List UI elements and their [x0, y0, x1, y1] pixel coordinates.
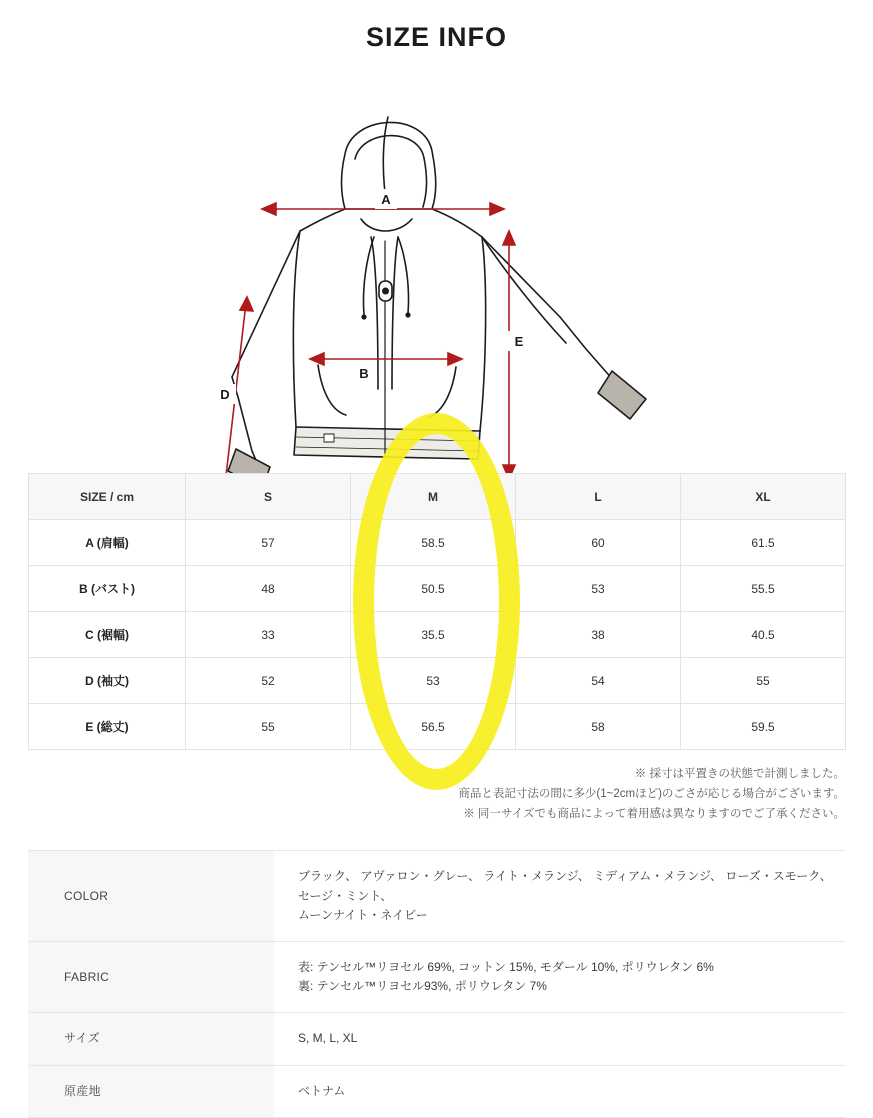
table-cell: 52	[186, 658, 351, 704]
table-cell: 33	[186, 612, 351, 658]
note-line: 商品と表記寸法の間に多少(1~2cmほど)のごさが応じる場合がございます。	[458, 788, 845, 801]
row-label: E (総丈)	[29, 704, 186, 750]
table-cell: 50.5	[351, 566, 516, 612]
table-row	[29, 658, 846, 704]
table-header-cell: M	[351, 474, 516, 520]
diagram-label-d: D	[220, 387, 230, 402]
info-value-line: S, M, L, XL	[298, 1031, 358, 1046]
row-label: A (肩幅)	[29, 520, 186, 566]
table-cell: 61.5	[681, 520, 846, 566]
table-cell: 59.5	[681, 704, 846, 750]
table-cell: 55	[186, 704, 351, 750]
info-label: サイズ	[28, 1013, 274, 1065]
info-row-fabric	[28, 941, 845, 1012]
note-line: ※ 採寸は平置きの状態で計測しました。	[634, 768, 845, 780]
table-cell: 58	[516, 704, 681, 750]
diagram-label-b: B	[359, 366, 369, 381]
table-cell: 60	[516, 520, 681, 566]
table-cell: 40.5	[681, 612, 846, 658]
product-info-table-container	[28, 850, 845, 1117]
table-cell: 57	[186, 520, 351, 566]
row-label: B (バスト)	[29, 566, 186, 612]
table-cell: 53	[516, 566, 681, 612]
info-label: COLOR	[28, 851, 274, 942]
info-value-line: 裏: テンセル™リヨセル93%, ポリウレタン 7%	[298, 979, 547, 994]
table-cell: 56.5	[351, 704, 516, 750]
table-header-cell: XL	[681, 474, 846, 520]
info-value-line: 表: テンセル™リヨセル 69%, コットン 15%, モダール 10%, ポリウレタン 6%	[298, 959, 714, 974]
info-value	[274, 851, 845, 942]
info-value	[274, 941, 845, 1012]
table-cell: 55.5	[681, 566, 846, 612]
table-header-cell: L	[516, 474, 681, 520]
table-cell: 54	[516, 658, 681, 704]
table-row	[29, 566, 846, 612]
info-row-color	[28, 851, 845, 942]
row-label: C (裾幅)	[29, 612, 186, 658]
diagram-label-e: E	[514, 334, 524, 349]
info-value	[274, 1013, 845, 1065]
info-value-line: ブラック、 アヴァロン・グレー、 ライト・メランジ、 ミディアム・メランジ、 ローズ・スモーク、 セージ・ミント、	[298, 869, 832, 903]
table-cell: 58.5	[351, 520, 516, 566]
table-header-row	[29, 474, 846, 520]
size-table-container	[28, 473, 845, 750]
table-cell: 38	[516, 612, 681, 658]
table-cell: 48	[186, 566, 351, 612]
table-row	[29, 520, 846, 566]
page-title: SIZE INFO	[365, 22, 507, 52]
table-cell: 53	[351, 658, 516, 704]
info-row-origin	[28, 1065, 845, 1117]
note-line: ※ 同一サイズでも商品によって着用感は異なりますのでご了承ください。	[463, 808, 845, 821]
jacket-illustration-svg	[0, 59, 873, 459]
info-value	[274, 1065, 845, 1117]
info-row-size	[28, 1013, 845, 1065]
diagram-label-a: A	[381, 192, 391, 207]
table-row	[29, 704, 846, 750]
product-info-table	[28, 850, 845, 1117]
info-value-line: ベトナム	[298, 1083, 346, 1098]
table-cell: 55	[681, 658, 846, 704]
info-label: 原産地	[28, 1065, 274, 1117]
info-value-line: ムーンナイト・ネイビー	[298, 907, 428, 922]
info-label: FABRIC	[28, 941, 274, 1012]
table-header-cell: S	[186, 474, 351, 520]
measurement-notes	[28, 764, 845, 824]
row-label: D (袖丈)	[29, 658, 186, 704]
table-header-cell: SIZE / cm	[29, 474, 186, 520]
table-row	[29, 612, 846, 658]
measurement-diagram	[0, 59, 873, 459]
table-cell: 35.5	[351, 612, 516, 658]
size-table	[28, 473, 846, 750]
